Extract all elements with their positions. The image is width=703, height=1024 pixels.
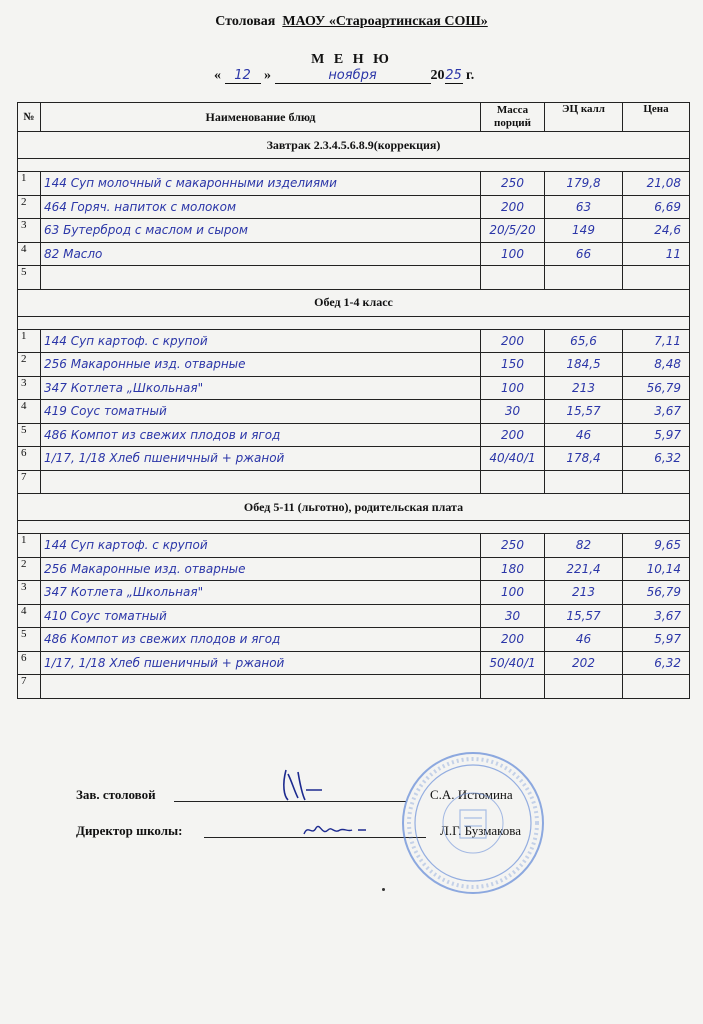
- energy-cell: 46: [545, 423, 623, 447]
- table-header-row: [18, 103, 690, 132]
- mass-cell: [481, 675, 545, 699]
- price-cell: 5,97: [623, 423, 690, 447]
- table-row: [18, 400, 690, 424]
- table-row: [18, 604, 690, 628]
- row-number: 3: [18, 581, 41, 605]
- table-row: [18, 423, 690, 447]
- school-stamp: [398, 748, 548, 898]
- table-row: [18, 195, 690, 219]
- mass-cell: [481, 266, 545, 290]
- spacer-cell: [18, 159, 690, 172]
- energy-cell: 15,57: [545, 604, 623, 628]
- price-cell: 7,11: [623, 329, 690, 353]
- energy-cell: 63: [545, 195, 623, 219]
- header-price: Цена: [623, 103, 690, 132]
- mass-cell: 200: [481, 423, 545, 447]
- energy-cell: 184,5: [545, 353, 623, 377]
- date-close-quote: »: [264, 68, 271, 83]
- energy-cell: 65,6: [545, 329, 623, 353]
- dish-name-cell: 410 Соус томатный: [41, 604, 481, 628]
- energy-cell: 202: [545, 651, 623, 675]
- energy-cell: [545, 470, 623, 494]
- mass-cell: 50/40/1: [481, 651, 545, 675]
- energy-cell: [545, 266, 623, 290]
- price-cell: 6,69: [623, 195, 690, 219]
- document-header: [0, 14, 703, 30]
- table-row: [18, 470, 690, 494]
- table-row: [18, 329, 690, 353]
- mass-cell: 150: [481, 353, 545, 377]
- section-row: [18, 289, 690, 316]
- mass-cell: 250: [481, 172, 545, 196]
- table-row: [18, 219, 690, 243]
- price-cell: 24,6: [623, 219, 690, 243]
- dish-name-cell: 486 Компот из свежих плодов и ягод: [41, 628, 481, 652]
- price-cell: [623, 470, 690, 494]
- menu-title: М Е Н Ю: [311, 52, 392, 67]
- price-cell: 56,79: [623, 376, 690, 400]
- mass-cell: 200: [481, 628, 545, 652]
- energy-cell: 178,4: [545, 447, 623, 471]
- mass-cell: 200: [481, 329, 545, 353]
- dish-name-cell: 144 Суп картоф. с крупой: [41, 534, 481, 558]
- table-row: [18, 651, 690, 675]
- date-year-unit: г.: [466, 68, 475, 83]
- date-year-prefix: 20: [430, 68, 445, 83]
- spacer-cell: [18, 521, 690, 534]
- price-cell: 3,67: [623, 604, 690, 628]
- table-row: [18, 534, 690, 558]
- director-name: Л.Г. Бузмакова: [440, 823, 522, 838]
- price-cell: 56,79: [623, 581, 690, 605]
- energy-cell: 221,4: [545, 557, 623, 581]
- dish-name-cell: 347 Котлета „Школьная": [41, 376, 481, 400]
- table-row: [18, 242, 690, 266]
- table-row: [18, 376, 690, 400]
- row-number: 2: [18, 353, 41, 377]
- row-number: 4: [18, 242, 41, 266]
- energy-cell: 82: [545, 534, 623, 558]
- price-cell: 9,65: [623, 534, 690, 558]
- canteen-name: С.А. Истомина: [430, 787, 513, 802]
- mass-cell: 30: [481, 604, 545, 628]
- section-spacer-row: [18, 159, 690, 172]
- energy-cell: 66: [545, 242, 623, 266]
- spacer-cell: [18, 316, 690, 329]
- section-title: Завтрак 2.3.4.5.6.8.9(коррекция): [18, 132, 690, 159]
- energy-cell: [545, 675, 623, 699]
- price-cell: [623, 266, 690, 290]
- row-number: 1: [18, 329, 41, 353]
- dish-name-cell: 256 Макаронные изд. отварные: [41, 557, 481, 581]
- header-energy: ЭЦ калл: [545, 103, 623, 132]
- row-number: 3: [18, 376, 41, 400]
- price-cell: 3,67: [623, 400, 690, 424]
- dish-name-cell: 256 Макаронные изд. отварные: [41, 353, 481, 377]
- dish-name-cell: 144 Суп картоф. с крупой: [41, 329, 481, 353]
- dish-name-cell: [41, 470, 481, 494]
- price-cell: 11: [623, 242, 690, 266]
- date-month: ноября: [275, 68, 431, 84]
- row-number: 1: [18, 172, 41, 196]
- price-cell: 6,32: [623, 447, 690, 471]
- section-spacer-row: [18, 316, 690, 329]
- header-num: №: [18, 103, 41, 132]
- energy-cell: 179,8: [545, 172, 623, 196]
- dish-name-cell: 1/17, 1/18 Хлеб пшеничный + ржаной: [41, 447, 481, 471]
- mass-cell: 100: [481, 376, 545, 400]
- row-number: 5: [18, 628, 41, 652]
- menu-table-body: [18, 132, 690, 699]
- canteen-label: Зав. столовой: [76, 787, 156, 802]
- section-title: Обед 1-4 класс: [18, 289, 690, 316]
- section-row: [18, 494, 690, 521]
- date-day: 12: [225, 68, 261, 84]
- mass-cell: 40/40/1: [481, 447, 545, 471]
- dish-name-cell: [41, 266, 481, 290]
- header-mass: Масса порций: [481, 103, 545, 132]
- canteen-signature-row: [76, 787, 636, 807]
- row-number: 5: [18, 423, 41, 447]
- energy-cell: 149: [545, 219, 623, 243]
- price-cell: 5,97: [623, 628, 690, 652]
- section-title: Обед 5-11 (льготно), родительская плата: [18, 494, 690, 521]
- table-row: [18, 447, 690, 471]
- table-row: [18, 172, 690, 196]
- row-number: 2: [18, 557, 41, 581]
- ink-dot: [382, 888, 385, 891]
- menu-date: [214, 68, 534, 84]
- mass-cell: 20/5/20: [481, 219, 545, 243]
- price-cell: 8,48: [623, 353, 690, 377]
- table-row: [18, 628, 690, 652]
- table-row: [18, 675, 690, 699]
- row-number: 2: [18, 195, 41, 219]
- dish-name-cell: 419 Соус томатный: [41, 400, 481, 424]
- dish-name-cell: 82 Масло: [41, 242, 481, 266]
- header-dish-name: Наименование блюд: [41, 103, 481, 132]
- price-cell: 21,08: [623, 172, 690, 196]
- director-label: Директор школы:: [76, 823, 183, 838]
- mass-cell: 200: [481, 195, 545, 219]
- table-row: [18, 581, 690, 605]
- dish-name-cell: 144 Суп молочный с макаронными изделиями: [41, 172, 481, 196]
- date-year-suffix: 25: [445, 68, 462, 83]
- menu-table: [17, 102, 690, 699]
- row-number: 6: [18, 447, 41, 471]
- mass-cell: [481, 470, 545, 494]
- director-handwritten-signature: [300, 818, 380, 842]
- price-cell: [623, 675, 690, 699]
- mass-cell: 100: [481, 581, 545, 605]
- row-number: 1: [18, 534, 41, 558]
- dish-name-cell: [41, 675, 481, 699]
- row-number: 4: [18, 400, 41, 424]
- mass-cell: 180: [481, 557, 545, 581]
- dish-name-cell: 347 Котлета „Школьная": [41, 581, 481, 605]
- row-number: 3: [18, 219, 41, 243]
- dish-name-cell: 63 Бутерброд с маслом и сыром: [41, 219, 481, 243]
- section-spacer-row: [18, 521, 690, 534]
- canteen-handwritten-signature: [272, 760, 342, 804]
- energy-cell: 213: [545, 376, 623, 400]
- table-row: [18, 353, 690, 377]
- header-prefix: Столовая: [215, 14, 276, 29]
- mass-cell: 100: [481, 242, 545, 266]
- table-row: [18, 266, 690, 290]
- dish-name-cell: 464 Горяч. напиток с молоком: [41, 195, 481, 219]
- date-open-quote: «: [214, 68, 221, 83]
- dish-name-cell: 1/17, 1/18 Хлеб пшеничный + ржаной: [41, 651, 481, 675]
- dish-name-cell: 486 Компот из свежих плодов и ягод: [41, 423, 481, 447]
- section-row: [18, 132, 690, 159]
- mass-cell: 250: [481, 534, 545, 558]
- energy-cell: 213: [545, 581, 623, 605]
- row-number: 7: [18, 470, 41, 494]
- table-row: [18, 557, 690, 581]
- energy-cell: 15,57: [545, 400, 623, 424]
- price-cell: 10,14: [623, 557, 690, 581]
- row-number: 5: [18, 266, 41, 290]
- price-cell: 6,32: [623, 651, 690, 675]
- mass-cell: 30: [481, 400, 545, 424]
- row-number: 6: [18, 651, 41, 675]
- row-number: 7: [18, 675, 41, 699]
- organization-name: МАОУ «Староартинская СОШ»: [282, 14, 488, 29]
- row-number: 4: [18, 604, 41, 628]
- energy-cell: 46: [545, 628, 623, 652]
